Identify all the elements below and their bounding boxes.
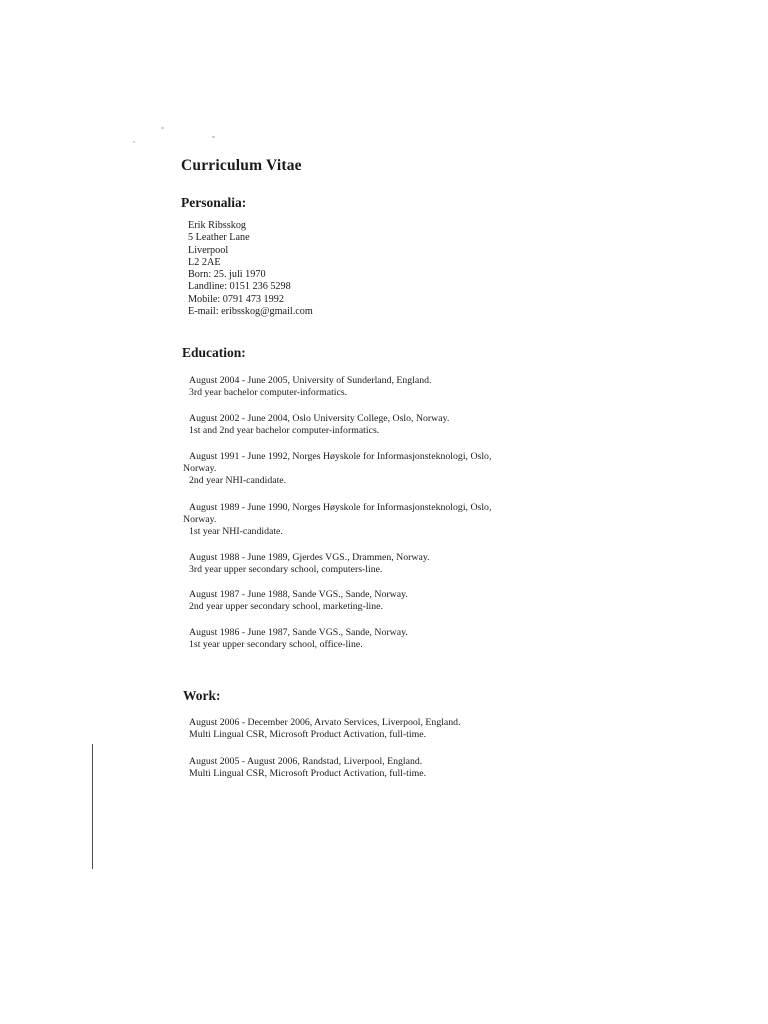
personalia-name: Erik Ribsskog xyxy=(188,220,247,231)
education-heading: Education: xyxy=(182,345,246,360)
education-entry xyxy=(183,451,492,487)
scan-speck xyxy=(212,136,215,138)
personalia-block xyxy=(188,220,313,318)
personalia-heading: Personalia: xyxy=(181,195,247,210)
education-entry xyxy=(189,413,449,437)
education-entry-dates: August 1987 - June 1988, Sande VGS., Sande, Norway. xyxy=(189,589,408,600)
work-entry xyxy=(189,756,426,780)
education-entry-detail: 2nd year upper secondary school, marketing-line. xyxy=(189,601,383,612)
scan-speck xyxy=(133,141,135,143)
education-entry xyxy=(189,589,408,613)
education-entry-detail: 3rd year bachelor computer-informatics. xyxy=(189,387,348,398)
personalia-born: Born: 25. juli 1970 xyxy=(188,269,266,281)
education-entry-dates: August 2002 - June 2004, Oslo University College, Oslo, Norway. xyxy=(189,413,450,424)
personalia-street: 5 Leather Lane xyxy=(188,232,250,244)
education-entry-dates: August 1991 - June 1992, Norges Høyskole for Informasjonsteknologi, Oslo, xyxy=(189,451,492,462)
personalia-city: Liverpool xyxy=(188,244,229,256)
personalia-email: E-mail: eribsskog@gmail.com xyxy=(188,306,313,318)
education-entry xyxy=(189,627,408,651)
document-title: Curriculum Vitae xyxy=(181,157,302,174)
education-entry xyxy=(183,502,492,538)
work-entry-detail: Multi Lingual CSR, Microsoft Product Activation, full-time. xyxy=(189,729,427,740)
education-entry-detail: 3rd year upper secondary school, computers-line. xyxy=(189,564,383,575)
education-entry-dates: August 1989 - June 1990, Norges Høyskole for Informasjonsteknologi, Oslo, xyxy=(189,502,492,513)
education-entry-dates: August 1988 - June 1989, Gjerdes VGS., Drammen, Norway. xyxy=(189,552,430,563)
work-entry-dates: August 2005 - August 2006, Randstad, Liverpool, England. xyxy=(189,756,423,767)
personalia-mobile: Mobile: 0791 473 1992 xyxy=(188,293,284,305)
education-entry-detail: 1st year NHI-candidate. xyxy=(189,526,283,537)
education-entry-dates-continued: Norway. xyxy=(183,514,217,525)
education-entry xyxy=(189,375,431,399)
personalia-postcode: L2 2AE xyxy=(188,256,221,268)
work-entry-detail: Multi Lingual CSR, Microsoft Product Activation, full-time. xyxy=(189,768,427,779)
education-entry-dates: August 1986 - June 1987, Sande VGS., Sande, Norway. xyxy=(189,627,408,638)
education-entry-detail: 2nd year NHI-candidate. xyxy=(189,475,287,486)
work-entry-dates: August 2006 - December 2006, Arvato Services, Liverpool, England. xyxy=(189,717,461,728)
education-entry-dates-continued: Norway. xyxy=(183,463,217,474)
education-entry xyxy=(189,552,430,576)
scan-speck xyxy=(161,127,164,129)
education-entry-detail: 1st and 2nd year bachelor computer-informatics. xyxy=(189,425,380,436)
work-heading: Work: xyxy=(183,688,221,703)
personalia-landline: Landline: 0151 236 5298 xyxy=(188,281,291,293)
scan-margin-line xyxy=(92,744,93,869)
education-entry-detail: 1st year upper secondary school, office-line. xyxy=(189,639,363,650)
education-entry-dates: August 2004 - June 2005, University of Sunderland, England. xyxy=(189,375,432,386)
work-entry xyxy=(189,717,461,741)
